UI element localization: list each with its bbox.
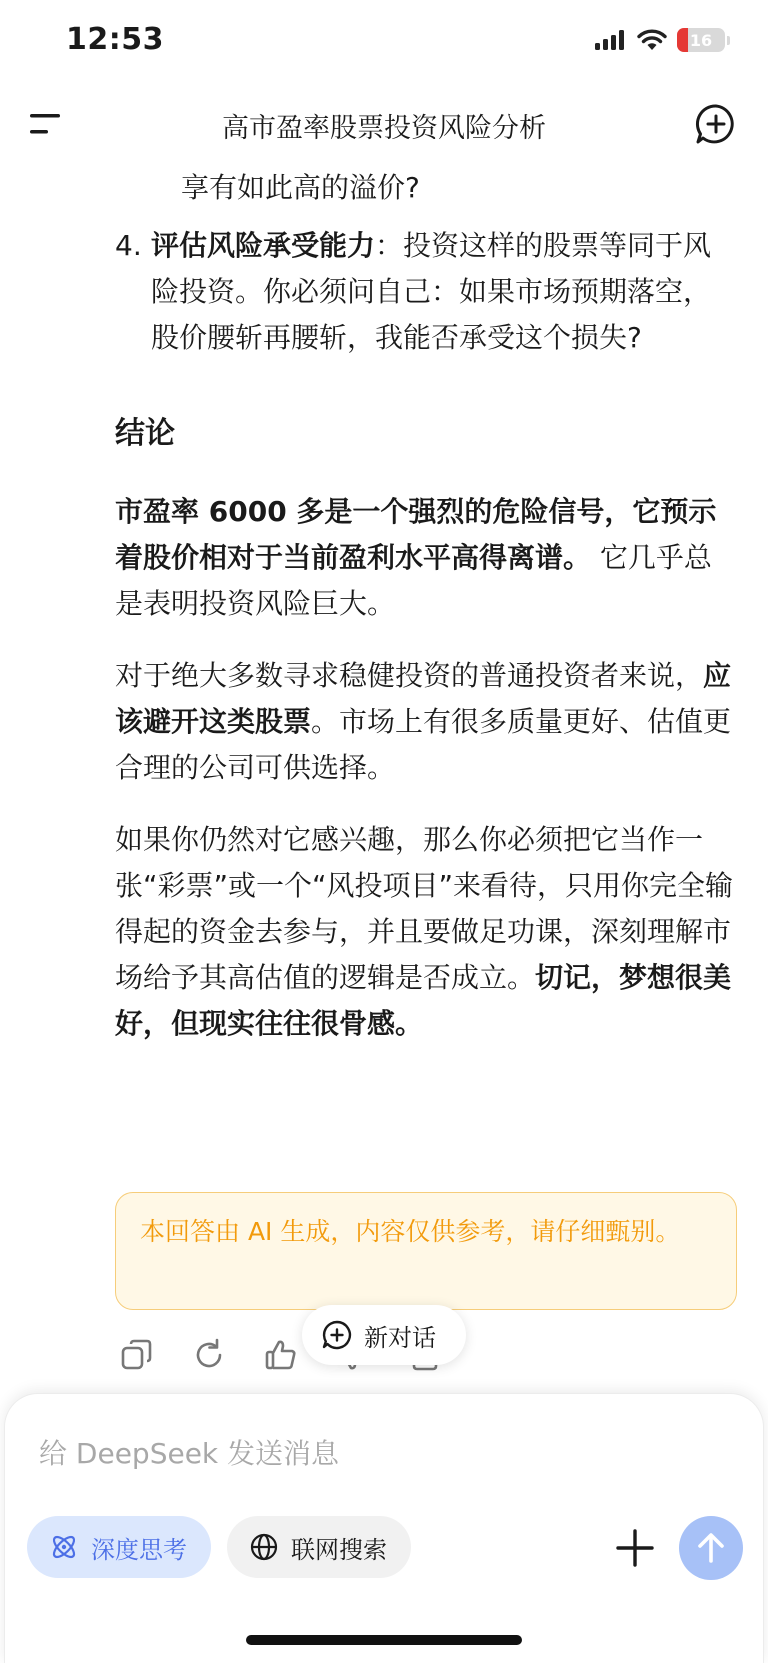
status-bar <box>0 0 768 84</box>
message-input[interactable] <box>39 1428 599 1478</box>
deep-think-label: 深度思考 <box>91 1535 187 1564</box>
home-indicator <box>246 1635 522 1645</box>
list-item-title: 评估风险承受能力 <box>151 229 376 262</box>
page-title: 高市盈率股票投资风险分析 <box>222 113 546 144</box>
web-search-label: 联网搜索 <box>291 1535 387 1564</box>
assistant-message <box>115 165 735 1047</box>
list-number: 4. <box>115 229 142 262</box>
ai-disclaimer: 本回答由 AI 生成，内容仅供参考，请仔细甄别。 <box>115 1192 737 1310</box>
paragraph-2-text-b: 。市场上有很多质量更好、估值更合理的公司可供选择。 <box>115 705 732 784</box>
globe-icon <box>249 1532 279 1562</box>
status-icons <box>595 28 730 52</box>
chat-header <box>0 96 768 152</box>
deep-think-toggle[interactable] <box>27 1516 211 1578</box>
paragraph-2 <box>115 653 735 791</box>
continued-line: 享有如此高的溢价? <box>181 171 420 204</box>
plus-icon[interactable] <box>613 1526 657 1570</box>
battery-icon <box>677 28 725 52</box>
wifi-icon <box>637 29 667 51</box>
new-chat-icon <box>322 1320 352 1350</box>
atom-icon <box>49 1532 79 1562</box>
paragraph-1-text: 它几乎总是表明投资风险巨大。 <box>115 541 712 620</box>
paragraph-3-bold: 切记，梦想很美好，但现实往往很骨感。 <box>115 961 732 1040</box>
list-item-4 <box>115 223 735 361</box>
battery-tip <box>727 36 730 45</box>
new-chat-button[interactable] <box>302 1305 466 1365</box>
cellular-signal-icon <box>595 30 627 50</box>
list-item-body: ：投资这样的股票等同于风险投资。你必须问自己：如果市场预期落空，股价腰斩再腰斩，我能否承受这个损失? <box>151 229 712 354</box>
paragraph-1 <box>115 489 735 627</box>
status-time: 12:53 <box>66 22 164 57</box>
paragraph-2-bold: 应该避开这类股票 <box>115 659 732 738</box>
conclusion-heading: 结论 <box>115 416 175 451</box>
send-button[interactable] <box>679 1516 743 1580</box>
new-chat-label: 新对话 <box>364 1323 436 1352</box>
list-item-text <box>151 223 735 361</box>
regenerate-icon[interactable] <box>192 1338 226 1372</box>
copy-icon[interactable] <box>120 1338 154 1372</box>
paragraph-3-text: 如果你仍然对它感兴趣，那么你必须把它当作一张“彩票”或一个“风投项目”来看待，只用你完全输得起的资金去参与，并且要做足功课，深刻理解市场给予其高估值的逻辑是否成立。 <box>115 823 734 994</box>
thumbs-up-icon[interactable] <box>264 1338 298 1372</box>
new-chat-icon[interactable] <box>694 102 738 146</box>
paragraph-1-bold: 市盈率 6000 多是一个强烈的危险信号，它预示着股价相对于当前盈利水平高得离谱。 <box>115 495 717 574</box>
web-search-toggle[interactable] <box>227 1516 411 1578</box>
arrow-up-icon <box>696 1532 726 1564</box>
battery-level: 16 <box>689 30 713 50</box>
message-composer <box>4 1393 764 1663</box>
paragraph-2-text-a: 对于绝大多数寻求稳健投资的普通投资者来说， <box>115 659 704 692</box>
paragraph-3 <box>115 817 735 1047</box>
